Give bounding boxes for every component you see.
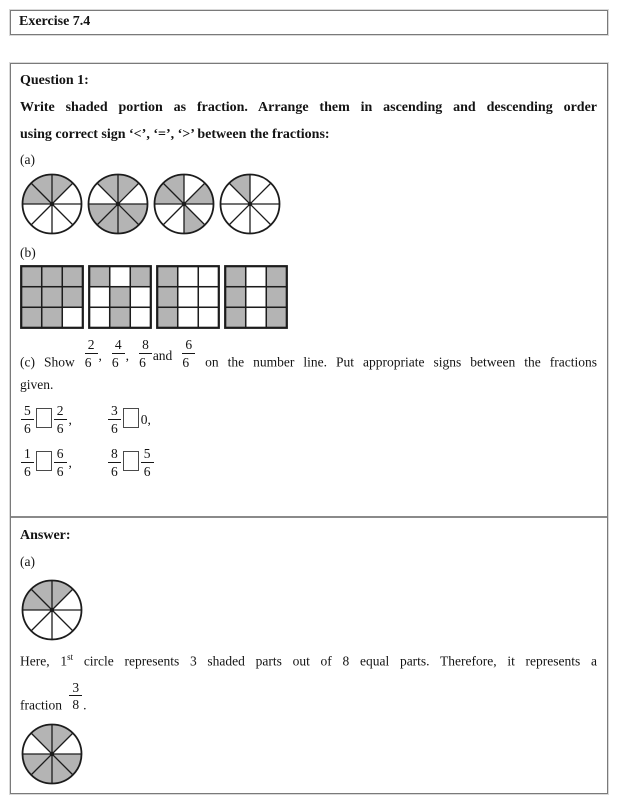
period: . (83, 697, 87, 713)
fraction-grid-3 (156, 265, 220, 329)
fraction-circle-1 (20, 172, 84, 236)
exercise-title: Exercise 7.4 (19, 14, 91, 29)
fraction-circle-3 (152, 172, 216, 236)
question-prompt-line2: using correct sign ‘<’, ‘=’, ‘>’ between the fractions: (20, 127, 330, 142)
comparison-1-6-6-6 (20, 446, 107, 479)
fraction-6-6: $\frac{6}{6}$ (182, 337, 195, 370)
fraction-4-6: $\frac{4}{6}$ (112, 337, 125, 370)
fraction-circle-4 (218, 172, 282, 236)
answer-circle-1 (20, 578, 84, 642)
answer-part-a-label: (a) (20, 554, 35, 569)
fraction-8-6: $\frac{8}{6}$ (139, 337, 152, 370)
comparison-3-6-0 (107, 403, 151, 436)
answer-fraction-sentence (20, 680, 597, 714)
comparison-row-1 (20, 403, 597, 436)
fraction-grid-1 (20, 265, 84, 329)
sign-answer-box (36, 451, 52, 471)
part-c-tail2: given. (20, 377, 54, 393)
left-fraction: $\frac{8}{6}$ (108, 446, 121, 479)
fraction-2-6: $\frac{2}{6}$ (85, 337, 98, 370)
question-label: Question 1: (20, 73, 89, 88)
comma: , (125, 347, 130, 363)
comparison-5-6-2-6 (20, 403, 107, 436)
comma: , (68, 454, 72, 470)
left-fraction: $\frac{1}{6}$ (21, 446, 34, 479)
left-fraction: $\frac{3}{6}$ (108, 403, 121, 436)
comparison-8-6-5-6 (107, 446, 155, 479)
question-answer-box (10, 63, 608, 794)
sign-answer-box (36, 408, 52, 428)
right-value: 0, (140, 411, 151, 427)
sign-answer-box (123, 408, 139, 428)
part-c-label: (c) Show (20, 354, 75, 370)
left-fraction: $\frac{5}{6}$ (21, 403, 34, 436)
ordinal-superscript: st (67, 652, 74, 662)
fraction-grid-2 (88, 265, 152, 329)
part-c-sentence (20, 337, 597, 370)
fraction-grid-4 (224, 265, 288, 329)
answer-label: Answer: (20, 528, 71, 543)
fraction-3-8: $\frac{3}{8}$ (69, 680, 82, 713)
comma: , (98, 347, 102, 363)
fraction-word: fraction (20, 697, 62, 713)
right-fraction: $\frac{2}{6}$ (54, 403, 67, 436)
and-word: and (152, 347, 173, 363)
comparison-row-2 (20, 446, 597, 479)
right-fraction: $\frac{6}{6}$ (54, 446, 67, 479)
fraction-grids-row (20, 265, 597, 329)
part-a-label: (a) (20, 152, 35, 167)
right-fraction: $\frac{5}{6}$ (141, 446, 154, 479)
question-prompt-line1: Write shaded portion as fraction. Arrange them in ascending and descending order (20, 100, 597, 115)
sign-answer-box (123, 451, 139, 471)
fraction-circle-2 (86, 172, 150, 236)
part-b-label: (b) (20, 245, 36, 260)
part-c-tail: on the number line. Put appropriate signs between the fractions (205, 354, 597, 370)
exercise-header (10, 10, 608, 35)
question-panel (11, 64, 607, 516)
answer-circle-2 (20, 722, 84, 786)
answer-panel (11, 516, 607, 786)
answer-explanation: Here, 1st circle represents 3 shaded parts out of 8 equal parts. Therefore, it represents a (20, 652, 597, 669)
comma: , (68, 411, 72, 427)
fraction-circles-row (20, 172, 597, 236)
